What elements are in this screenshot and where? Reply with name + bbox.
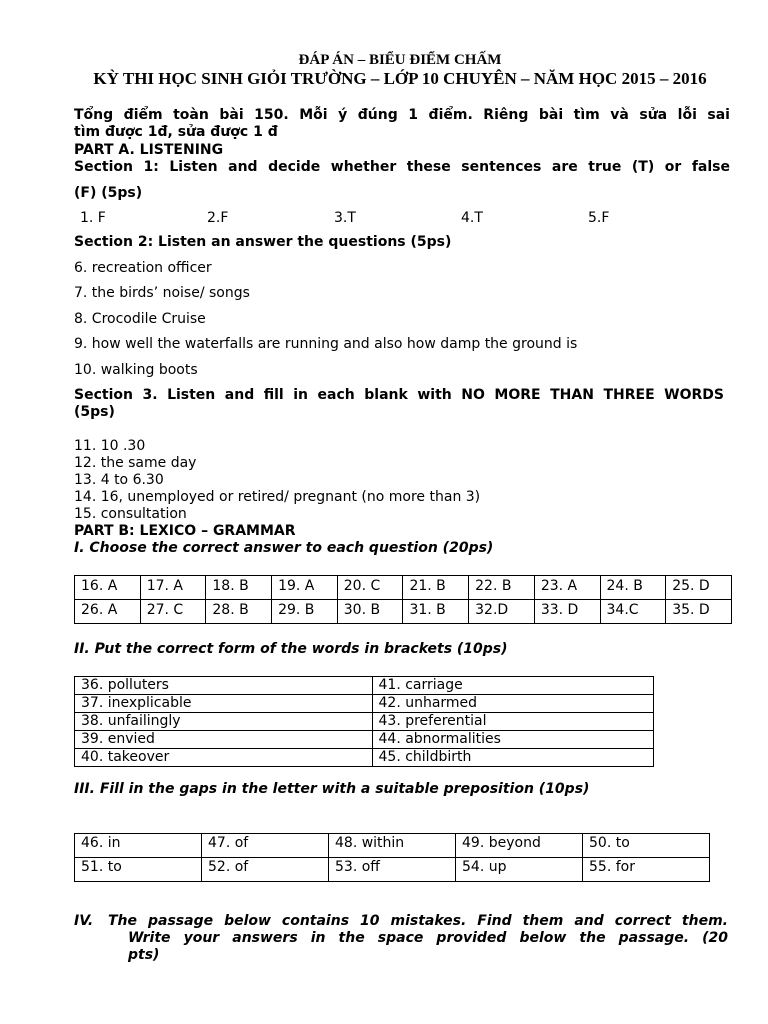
answer-item: 1. F bbox=[80, 210, 106, 226]
q1-answer-table bbox=[74, 575, 732, 624]
answer-item: 9. how well the waterfalls are running and also how damp the ground is bbox=[74, 336, 578, 352]
table-cell: 51. to bbox=[75, 858, 202, 882]
table-cell: 34.C bbox=[600, 600, 666, 624]
answer-item: 15. consultation bbox=[74, 506, 187, 522]
table-cell: 27. C bbox=[140, 600, 206, 624]
part-a-heading: PART A. LISTENING bbox=[74, 142, 224, 158]
table-cell: 48. within bbox=[329, 834, 456, 858]
table-cell: 40. takeover bbox=[75, 749, 373, 767]
table-cell: 49. beyond bbox=[456, 834, 583, 858]
q3-heading: III. Fill in the gaps in the letter with a suitable preposition (10ps) bbox=[74, 781, 590, 797]
table-cell: 42. unharmed bbox=[372, 695, 654, 713]
table-cell: 52. of bbox=[202, 858, 329, 882]
table-cell: 17. A bbox=[140, 576, 206, 600]
scoring-note-line1: Tổng điểm toàn bài 150. Mỗi ý đúng 1 điểm. Riêng bài tìm và sửa lỗi sai bbox=[74, 107, 730, 123]
section3-heading-line2: (5ps) bbox=[74, 404, 115, 420]
table-cell: 29. B bbox=[272, 600, 338, 624]
table-row bbox=[75, 713, 654, 731]
answer-item: 5.F bbox=[588, 210, 610, 226]
answer-item: 11. 10 .30 bbox=[74, 438, 146, 454]
table-row bbox=[75, 677, 654, 695]
table-row bbox=[75, 731, 654, 749]
q4-heading-line3: pts) bbox=[128, 947, 160, 963]
table-cell: 31. B bbox=[403, 600, 469, 624]
table-cell: 26. A bbox=[75, 600, 141, 624]
part-b-heading: PART B: LEXICO – GRAMMAR bbox=[74, 523, 296, 539]
table-cell: 33. D bbox=[534, 600, 600, 624]
table-cell: 36. polluters bbox=[75, 677, 373, 695]
table-cell: 35. D bbox=[666, 600, 732, 624]
table-cell: 55. for bbox=[583, 858, 710, 882]
table-cell: 22. B bbox=[469, 576, 535, 600]
table-cell: 50. to bbox=[583, 834, 710, 858]
table-cell: 53. off bbox=[329, 858, 456, 882]
q4-number: IV. bbox=[74, 913, 94, 929]
exam-title: KỲ THI HỌC SINH GIỎI TRƯỜNG – LỚP 10 CHUYÊN – NĂM HỌC 2015 – 2016 bbox=[93, 69, 707, 88]
table-cell: 23. A bbox=[534, 576, 600, 600]
table-cell: 30. B bbox=[337, 600, 403, 624]
answer-item: 12. the same day bbox=[74, 455, 197, 471]
section3-heading-line1: Section 3. Listen and fill in each blank with NO MORE THAN THREE WORDS bbox=[74, 387, 724, 403]
table-cell: 54. up bbox=[456, 858, 583, 882]
q1-heading: I. Choose the correct answer to each question (20ps) bbox=[74, 540, 494, 556]
table-cell: 32.D bbox=[469, 600, 535, 624]
document-title: ĐÁP ÁN – BIỂU ĐIỂM CHẤM bbox=[298, 52, 502, 68]
q3-answer-table bbox=[74, 833, 710, 882]
answer-item: 8. Crocodile Cruise bbox=[74, 311, 206, 327]
table-cell: 43. preferential bbox=[372, 713, 654, 731]
section2-heading: Section 2: Listen an answer the questions (5ps) bbox=[74, 234, 452, 250]
table-cell: 44. abnormalities bbox=[372, 731, 654, 749]
table-row bbox=[75, 600, 732, 624]
answer-item: 13. 4 to 6.30 bbox=[74, 472, 164, 488]
answer-item: 7. the birds’ noise/ songs bbox=[74, 285, 250, 301]
table-cell: 45. childbirth bbox=[372, 749, 654, 767]
table-cell: 37. inexplicable bbox=[75, 695, 373, 713]
table-row bbox=[75, 858, 710, 882]
table-cell: 41. carriage bbox=[372, 677, 654, 695]
answer-item: 3.T bbox=[334, 210, 356, 226]
q4-heading-line2: Write your answers in the space provided below the passage. (20 bbox=[128, 930, 728, 946]
table-cell: 16. A bbox=[75, 576, 141, 600]
table-cell: 19. A bbox=[272, 576, 338, 600]
table-row bbox=[75, 749, 654, 767]
table-cell: 47. of bbox=[202, 834, 329, 858]
answer-item: 6. recreation officer bbox=[74, 260, 212, 276]
table-row bbox=[75, 576, 732, 600]
table-cell: 28. B bbox=[206, 600, 272, 624]
q4-heading-line1: The passage below contains 10 mistakes. Find them and correct them. bbox=[108, 913, 728, 929]
answer-item: 14. 16, unemployed or retired/ pregnant (no more than 3) bbox=[74, 489, 481, 505]
table-cell: 21. B bbox=[403, 576, 469, 600]
table-cell: 20. C bbox=[337, 576, 403, 600]
q2-answer-table bbox=[74, 676, 654, 767]
section1-answers bbox=[0, 210, 768, 228]
scoring-note-line2: tìm được 1đ, sửa được 1 đ bbox=[74, 124, 278, 140]
section1-heading-line1: Section 1: Listen and decide whether these sentences are true (T) or false bbox=[74, 159, 730, 175]
q2-heading: II. Put the correct form of the words in brackets (10ps) bbox=[74, 641, 508, 657]
table-cell: 18. B bbox=[206, 576, 272, 600]
table-row bbox=[75, 834, 710, 858]
answer-item: 2.F bbox=[207, 210, 229, 226]
table-cell: 25. D bbox=[666, 576, 732, 600]
table-cell: 46. in bbox=[75, 834, 202, 858]
answer-item: 10. walking boots bbox=[74, 362, 198, 378]
answer-item: 4.T bbox=[461, 210, 483, 226]
section1-heading-line2: (F) (5ps) bbox=[74, 185, 143, 201]
table-cell: 39. envied bbox=[75, 731, 373, 749]
table-row bbox=[75, 695, 654, 713]
table-cell: 24. B bbox=[600, 576, 666, 600]
table-cell: 38. unfailingly bbox=[75, 713, 373, 731]
